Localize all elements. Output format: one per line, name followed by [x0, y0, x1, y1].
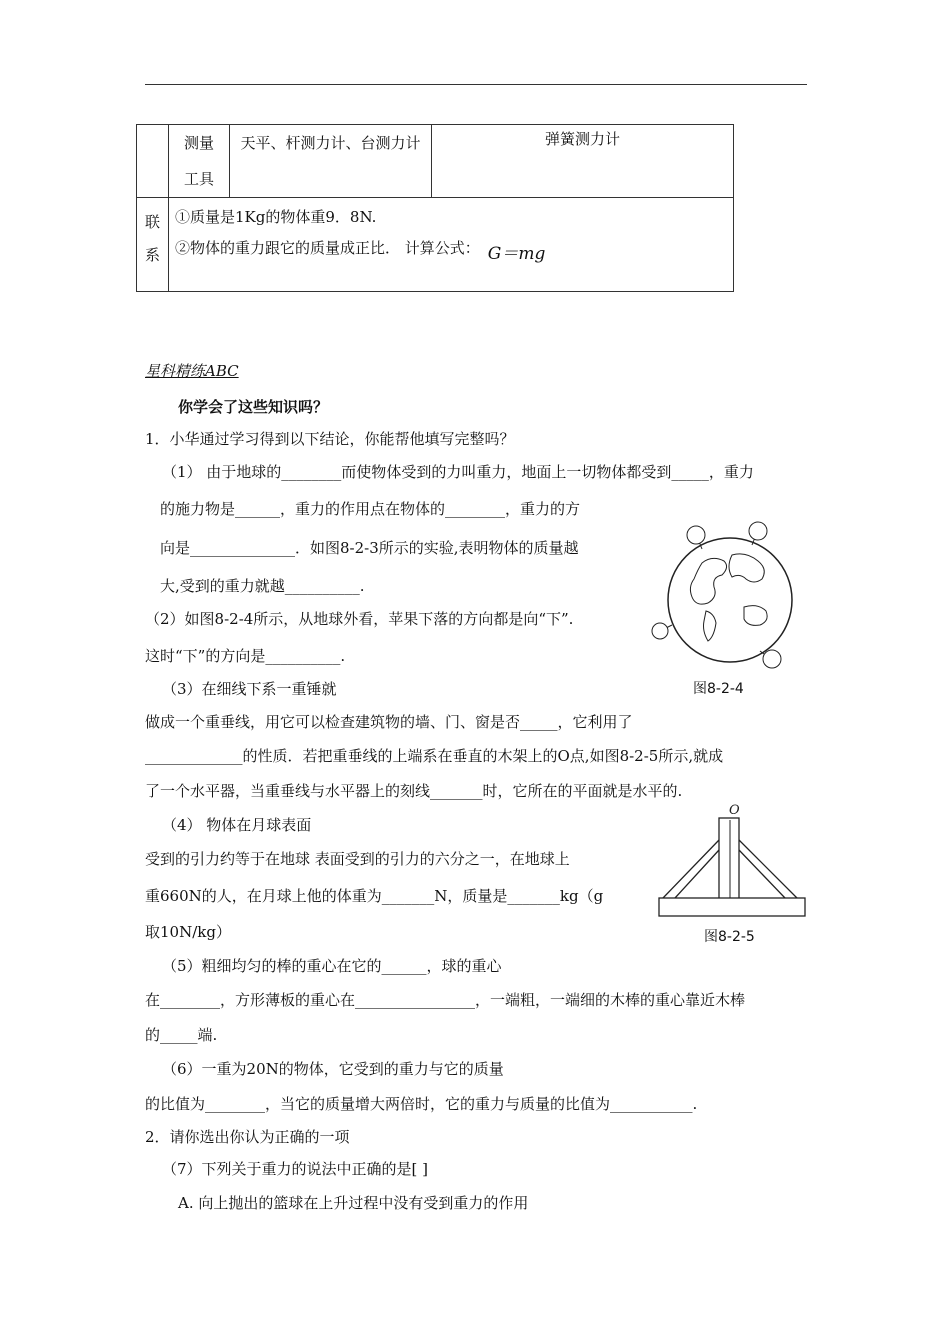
q1-part5-line2: 在________，方形薄板的重心在________________，一端粗，一端细的木棒的重心靠近木棒: [145, 991, 746, 1009]
q1-part2-line2: 这时“下”的方向是__________.: [145, 647, 346, 665]
right-brace: [739, 840, 797, 898]
section-title: 你学会了这些知识吗？: [178, 398, 329, 416]
relation-content-cell: [169, 198, 734, 292]
level-base: [659, 898, 805, 916]
table-empty-cell: [137, 125, 169, 198]
q1-part1-line1: （1） 由于地球的________而使物体受到的力叫重力，地面上一切物体都受到_____，重力: [162, 463, 754, 481]
header-rule: [145, 84, 807, 85]
q1-part3-line2: 做成一个重垂线，用它可以检查建筑物的墙、门、窗是否_____，它利用了: [145, 713, 633, 731]
q2-option-a: A. 向上抛出的篮球在上升过程中没有受到重力的作用: [178, 1194, 529, 1212]
question-2-intro: 2．请你选出你认为正确的一项: [145, 1128, 350, 1146]
q1-part4-line1: （4） 物体在月球表面: [162, 816, 312, 834]
comparison-table: [136, 124, 734, 292]
earth-figure-caption: 图8-2-4: [693, 681, 744, 697]
q1-part6-line1: （6）一重为20N的物体，它受到的重力与它的质量: [162, 1060, 504, 1078]
q1-part3-line1: （3）在细线下系一重锤就: [162, 680, 337, 698]
left-tools: 天平、杆测力计、台测力计: [240, 134, 421, 152]
left-tools-cell: [230, 125, 432, 198]
earth-figure: [640, 515, 820, 675]
relation-line-2: [175, 233, 727, 264]
right-brace: [739, 850, 785, 898]
q1-part1-line4: 大,受到的重力就越__________.: [160, 577, 365, 595]
q1-part2-line1: （2）如图8-2-4所示，从地球外看，苹果下落的方向都是向“下”.: [145, 610, 574, 628]
q1-part4-line4: 取10N/kg）: [145, 923, 231, 941]
q1-part4-line3: 重660N的人，在月球上他的体重为_______N，质量是_______kg（g: [145, 887, 604, 905]
q1-part3-line3: _____________的性质．若把重垂线的上端系在垂直的木架上的O点,如图8-2-5所示,就成: [145, 747, 724, 765]
q1-part5-line1: （5）粗细均匀的棒的重心在它的______，球的重心: [162, 957, 502, 975]
relation-label: 联系: [144, 213, 160, 264]
relation-line-2-text: ②物体的重力跟它的质量成正比． 计算公式：: [175, 239, 480, 257]
q1-part1-line2: 的施力物是______，重力的作用点在物体的________，重力的方: [160, 500, 581, 518]
left-brace: [663, 840, 719, 898]
left-brace: [675, 850, 719, 898]
tool-label: 测量工具: [183, 134, 214, 188]
point-o-label: O: [729, 803, 740, 818]
right-tools: 弹簧测力计: [544, 130, 620, 148]
relation-label-cell: [137, 198, 169, 292]
vertical-post: [719, 818, 739, 900]
q1-part6-line2: 的比值为________，当它的质量增大两倍时，它的重力与质量的比值为___________.: [145, 1095, 698, 1113]
right-tools-cell: [432, 125, 734, 198]
level-figure: [655, 800, 810, 922]
question-1-intro: 1．小华通过学习得到以下结论，你能帮他填写完整吗？: [145, 430, 515, 448]
level-figure-caption: 图8-2-5: [704, 929, 755, 945]
q1-part3-line4: 了一个水平器，当重垂线与水平器上的刻线_______时，它所在的平面就是水平的.: [145, 782, 683, 800]
apple-tree-icon: [652, 623, 672, 639]
earth-outline: [668, 538, 792, 662]
gravity-formula: G＝mg: [487, 244, 546, 264]
tool-label-cell: [169, 125, 230, 198]
relation-line-1: ①质量是1Kg的物体重9．8N.: [175, 208, 377, 226]
q2-part7-line1: （7）下列关于重力的说法中正确的是[ ]: [162, 1160, 429, 1178]
q1-part1-line3: 向是______________．如图8-2-3所示的实验,表明物体的质量越: [160, 539, 579, 557]
brand-label: 星科精练ABC: [145, 362, 239, 380]
q1-part5-line3: 的_____端.: [145, 1026, 218, 1044]
q1-part4-line2: 受到的引力约等于在地球 表面受到的引力的六分之一，在地球上: [145, 850, 570, 868]
